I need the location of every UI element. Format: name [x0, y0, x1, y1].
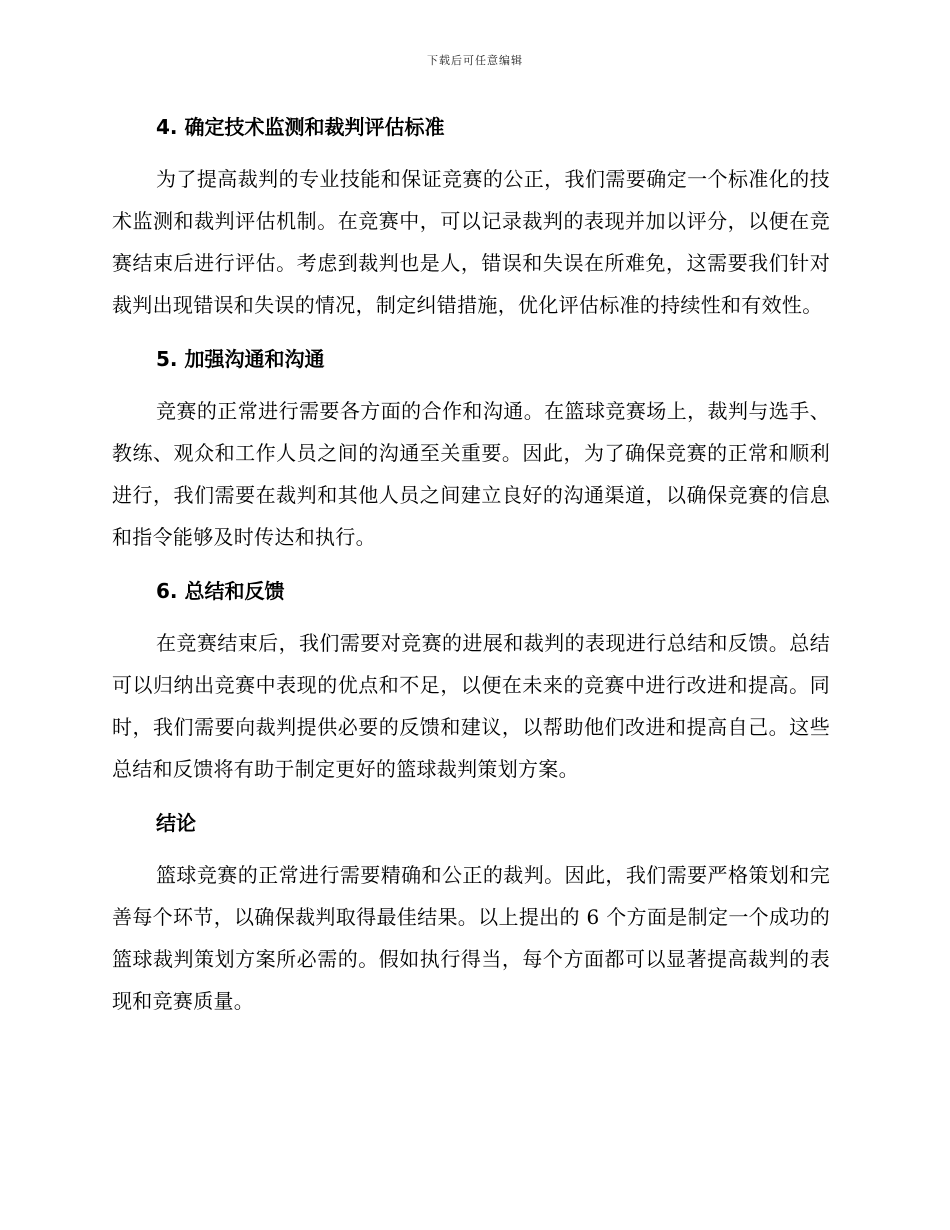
section-technical-monitoring: [112, 112, 830, 326]
document-content: [112, 112, 830, 1040]
section-heading: 5. 加强沟通和沟通: [156, 347, 325, 371]
header-note: 下载后可任意编辑: [427, 54, 523, 67]
section-conclusion: [112, 808, 830, 1022]
section-paragraph: 在竞赛结束后，我们需要对竞赛的进展和裁判的表现进行总结和反馈。总结可以归纳出竞赛中表现的优点和不足，以便在未来的竞赛中进行改进和提高。同时，我们需要向裁判提供必要的反馈和建议，以帮助他们改进和提高自己。这些总结和反馈将有助于制定更好的篮球裁判策划方案。: [112, 631, 830, 781]
section-heading: 6. 总结和反馈: [156, 579, 285, 603]
section-communication: [112, 344, 830, 558]
section-heading: 4. 确定技术监测和裁判评估标准: [156, 115, 445, 139]
section-paragraph: 篮球竞赛的正常进行需要精确和公正的裁判。因此，我们需要严格策划和完善每个环节，以确保裁判取得最佳结果。以上提出的 6 个方面是制定一个成功的篮球裁判策划方案所必需的。假如执行得当，每个方面都可以显著提高裁判的表现和竞赛质量。: [112, 863, 830, 1013]
section-heading: 结论: [156, 811, 196, 835]
section-paragraph: 为了提高裁判的专业技能和保证竞赛的公正，我们需要确定一个标准化的技术监测和裁判评估机制。在竞赛中，可以记录裁判的表现并加以评分，以便在竞赛结束后进行评估。考虑到裁判也是人，错误和失误在所难免，这需要我们针对裁判出现错误和失误的情况，制定纠错措施，优化评估标准的持续性和有效性。: [112, 167, 830, 317]
section-paragraph: 竞赛的正常进行需要各方面的合作和沟通。在篮球竞赛场上，裁判与选手、教练、观众和工作人员之间的沟通至关重要。因此，为了确保竞赛的正常和顺利进行，我们需要在裁判和其他人员之间建立良好的沟通渠道，以确保竞赛的信息和指令能够及时传达和执行。: [112, 399, 830, 549]
section-summary-feedback: [112, 576, 830, 790]
